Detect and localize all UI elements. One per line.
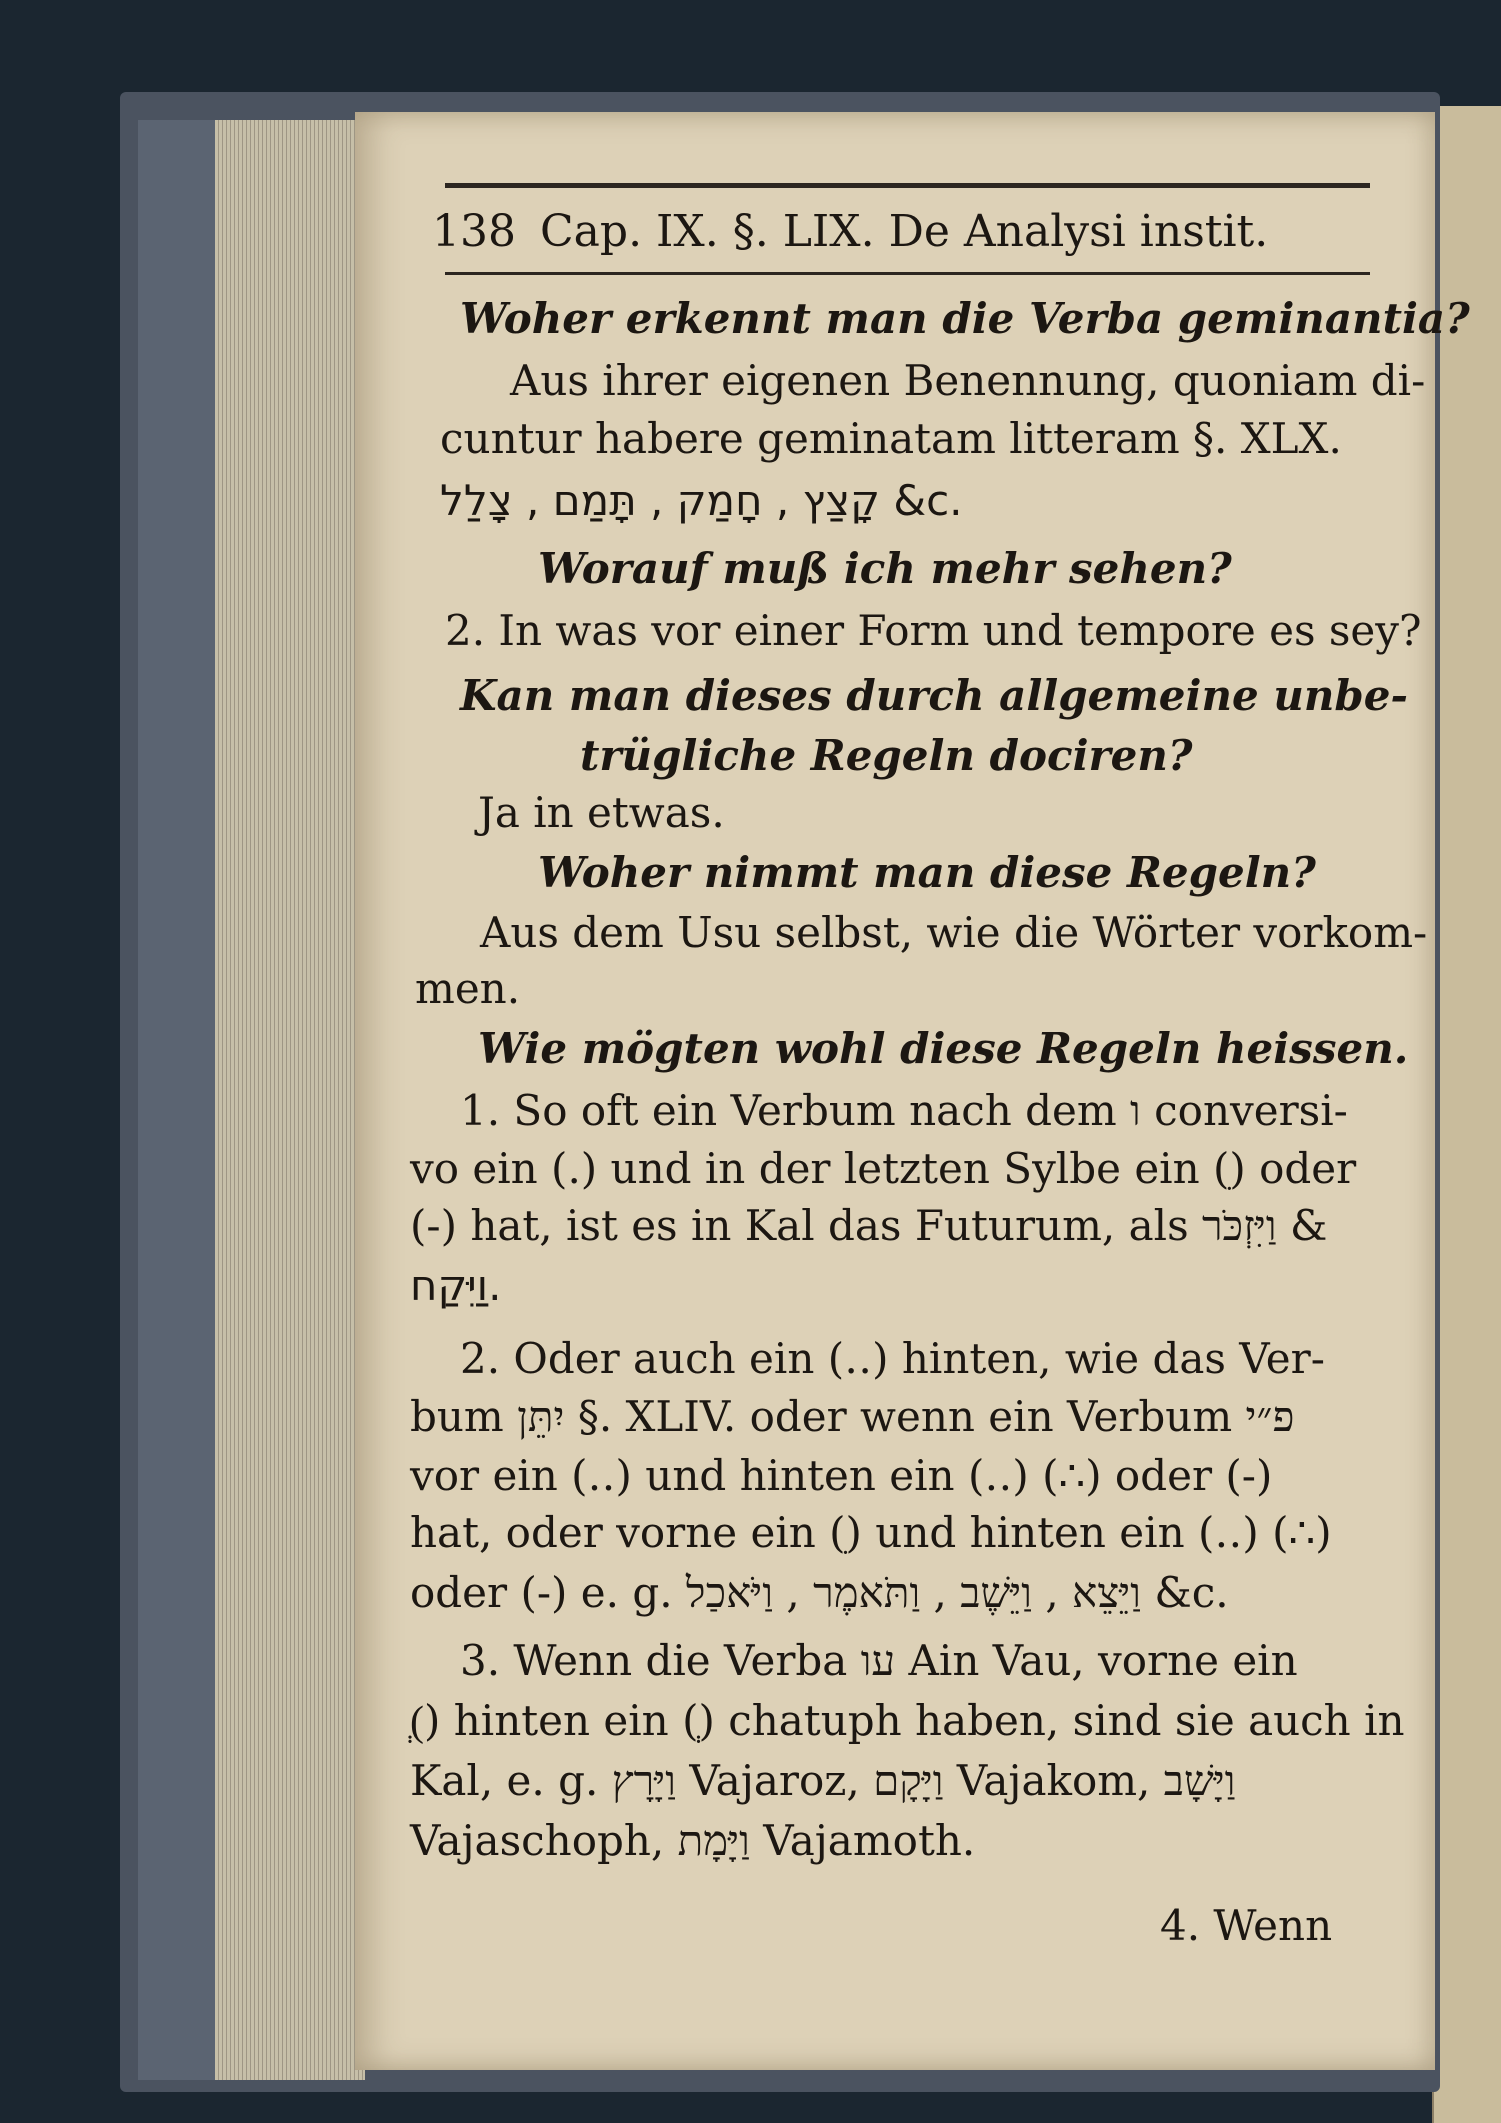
header-rule-bottom — [445, 272, 1370, 275]
hebrew-examples-line: קָצַץ , חָמַק , תָּמַם , צָלַל &c. — [440, 476, 963, 525]
rule-line: bum יִתֵּן §. XLIV. oder wenn ein Verbum פ״י — [410, 1392, 1295, 1441]
page-number: 138 — [432, 206, 516, 257]
question-line: Worauf muß ich mehr sehen? — [538, 544, 1232, 593]
page-edges — [215, 120, 365, 2080]
answer-line: cuntur habere geminatam litteram §. XLX. — [440, 414, 1342, 463]
question-line: trügliche Regeln dociren? — [580, 731, 1193, 780]
rule-line: (ְ) hinten ein (ְ) chatuph haben, sind sie auch in — [410, 1696, 1405, 1745]
question-line: Wie mögten wohl diese Regeln heissen. — [478, 1024, 1409, 1073]
rule-line: Kal, e. g. וַיָּרָץ Vajaroz, וַיָּקָם Vajakom, וַיָּשָׁב — [410, 1756, 1236, 1805]
answer-line: men. — [415, 964, 521, 1013]
rule-line: וַיִּקַח. — [410, 1261, 502, 1310]
answer-line: Ja in etwas. — [478, 788, 725, 837]
question-line: Woher nimmt man diese Regeln? — [538, 848, 1316, 897]
running-title: Cap. IX. §. LIX. De Analysi instit. — [540, 206, 1269, 257]
header-rule-top — [445, 183, 1370, 188]
rule-line: 3. Wenn die Verba עו Ain Vau, vorne ein — [460, 1636, 1298, 1685]
rule-line: 1. So oft ein Verbum nach dem ו conversi- — [460, 1086, 1348, 1135]
rule-line: vor ein (‥) und hinten ein (‥) (∴) oder (-) — [410, 1451, 1273, 1500]
rule-line: vo ein (.) und in der letzten Sylbe ein (ִ) oder — [410, 1144, 1357, 1193]
rule-line: 2. Oder auch ein (‥) hinten, wie das Ver- — [460, 1334, 1325, 1383]
question-line: Woher erkennt man die Verba geminantia? — [460, 294, 1470, 343]
answer-line: Aus dem Usu selbst, wie die Wörter vorkom- — [480, 908, 1428, 957]
facing-page-edge — [1432, 106, 1501, 2123]
rule-line: Vajaschoph, וַיָּמָת Vajamoth. — [410, 1816, 976, 1865]
rule-line: oder (-) e. g. וַיֵּצֵא , וַיֵּשֶׁב , וַתֹּאמֶר , וַיֹּאכַל &c. — [410, 1568, 1229, 1617]
answer-line: 2. In was vor einer Form und tempore es sey? — [445, 606, 1422, 655]
question-line: Kan man dieses durch allgemeine unbe- — [460, 671, 1408, 720]
catchword: 4. Wenn — [1160, 1901, 1333, 1950]
rule-line: (-) hat, ist es in Kal das Futurum, als וַיִּזְכֹּר & — [410, 1201, 1328, 1250]
answer-line: Aus ihrer eigenen Benennung, quoniam di- — [510, 356, 1426, 405]
rule-line: hat, oder vorne ein (ִ) und hinten ein (‥) (∴) — [410, 1508, 1332, 1557]
